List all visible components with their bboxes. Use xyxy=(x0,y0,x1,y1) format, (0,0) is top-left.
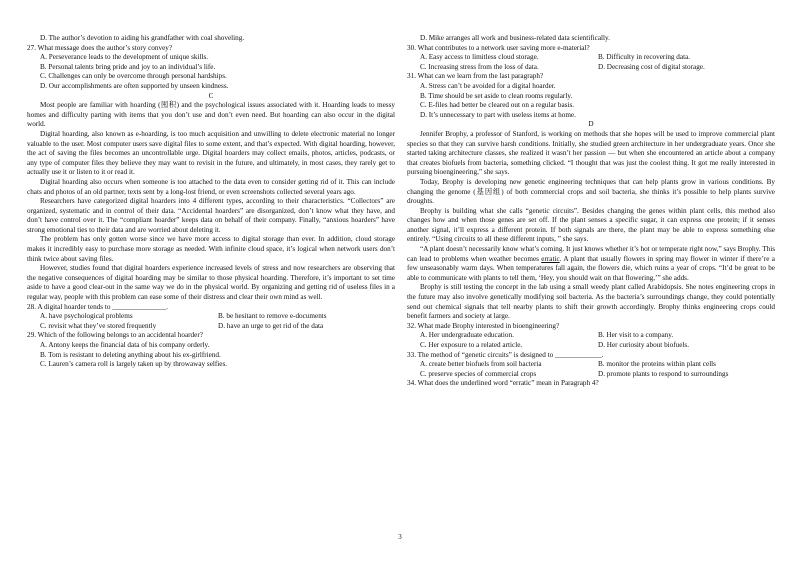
q31-option-a: A. Stress can’t be avoided for a digital hoarder. xyxy=(420,81,556,90)
passage-c-paragraph-6: However, studies found that digital hoarders experience increased levels of stress and now researchers are observing that the negative consequences of digital hoarding may be similar to those physical hoarding. Therefore, it’s important to set time aside to have a good clear-out in the same way we do in the physical world. By organizing and getting rid of useless files in a regular way, people with this problem can ease some of their distress and clear their own mind as well. xyxy=(27,264,395,302)
q28-option-d: D. have an urge to get rid of the data xyxy=(218,321,324,330)
right-column xyxy=(407,34,775,389)
q32-option-b: B. Her visit to a company. xyxy=(598,331,674,340)
q32-option-c: C. Her exposure to a related article. xyxy=(420,341,523,349)
q32-option-d: D. Her curiosity about biofuels. xyxy=(598,341,690,349)
q28-option-b: B. be hesitant to remove e-documents xyxy=(218,312,327,321)
paragraph-4-text-after: . A plant that usually flowers in spring may flower in winter if there’re a few unseasonably warm days. When temperatures fall again, the flowers die, which ruins a year of crops. “It’d be great to be able to communicate with plants to tell them, ‘Hey, you should wait on that flowering,’” she adds. xyxy=(407,254,775,282)
page-number: 3 xyxy=(398,533,402,541)
q30-option-c: C. Increasing stress from the loss of data. xyxy=(420,62,539,71)
q27-stem: 27. What message does the author’s story convey? xyxy=(27,43,173,52)
q29-option-c: C. Lauren’s camera roll is largely taken up by throwaway selfies. xyxy=(40,360,228,369)
q28-options-row-2 xyxy=(27,322,395,332)
q29-option-d: D. Mike arranges all work and business-related data scientifically. xyxy=(420,34,610,42)
passage-d-paragraph-2: Today, Brophy is developing new genetic engineering techniques that can help plants grow in various conditions. By changing the genome (基因组) of both commercial crops and soil bacteria, she thinks it’s possible to help plants survive droughts. xyxy=(407,177,775,206)
passage-c-paragraph-4: Researchers have categorized digital hoarders into 4 different types, according to their characteristics. “Collectors” are organized, systematic and in control of their data. “Accidental hoarders” are disorganized, don’t know what they have, and don’t have control over it. The “compliant hoarder” keeps data on behalf of their company. Finally, “anxious hoarders” have strong emotional ties to their data and are worried about deleting it. xyxy=(27,197,395,234)
q30-option-b: B. Difficulty in recovering data. xyxy=(598,53,691,62)
paragraph-4-text-before: “A plant doesn’t necessarily know what’s coming. It just knows whether it’s hot or temperate right now,” says Brophy. This can lead to problems when weather becomes xyxy=(407,245,775,263)
q30-stem: 30. What contributes to a network user saving more e-material? xyxy=(407,43,590,52)
q29-stem: 29. Which of the following belongs to an accidental hoarder? xyxy=(27,331,203,340)
q33-option-c: C. preserve species of commercial crops xyxy=(420,369,537,378)
q33-options-row-2 xyxy=(407,370,775,380)
q32-options-row-1 xyxy=(407,331,775,341)
q27-option-c: C. Challenges can only be overcome through personal hardships. xyxy=(40,72,227,81)
q31-option-d: D. It’s unnecessary to part with useless items at home. xyxy=(420,110,576,119)
passage-d-paragraph-1: Jennifer Brophy, a professor of Stanford, is working on methods that she hopes will be used to improve commercial plant species so that they can survive harsh conditions. Initially, she studied green architecture in her undergraduate years. Once she started taking architecture classes, she realized it wasn’t her passion — but when she encountered an article about a company that creates biofuels from bacteria, something clicked. “I thought that was just the coolest thing. It got me really interested in pursuing bioengineering,” she says. xyxy=(407,129,775,177)
underlined-word-erratic: erratic xyxy=(541,254,560,263)
q26-option-d: D. The author’s devotion to aiding his grandfather with coal shoveling. xyxy=(40,34,245,42)
q31-option-c: C. E-files had better be cleared out on a regular basis. xyxy=(420,101,575,110)
passage-c-paragraph-3: Digital hoarding also occurs when someone is too attached to the data even to consider getting rid of it. This can include chats and photos of an old partner, texts sent by a long-lost friend, or even screenshots collected several years ago. xyxy=(27,177,395,196)
q33-option-b: B. monitor the proteins within plant cells xyxy=(598,360,716,369)
q31-option-b: B. Time should be set aside to clean rooms regularly. xyxy=(420,91,573,100)
passage-d-paragraph-3: Brophy is building what she calls “genetic circuits”. Besides changing the genes within plant cells, this method also changes how and when those genes are set off. If the plant senses a specific sugar, it can express one protein; if it senses another signal, it’ll express a different protein. If both signals are there, the plant may be able to express something else entirely. “Using circuits to all these different inputs, ” she says. xyxy=(407,206,775,244)
section-c-heading: C xyxy=(208,91,214,100)
q33-options-row-1 xyxy=(407,360,775,370)
q28-option-c: C. revisit what they’ve stored frequently xyxy=(40,321,157,330)
q33-stem: 33. The method of “genetic circuits” is designed to _____________. xyxy=(407,350,604,359)
passage-d-paragraph-5: Brophy is still testing the concept in the lab using a small weedy plant called Arabidopsis. She notes engineering crops in the future may also involve genetically modifying soil bacteria. As the bacteria’s surroundings change, they could potentially send out chemical signals that tell nearby plants to shift their growth accordingly. Brophy thinks engineering crops could benefit farmers and society at large. xyxy=(407,283,775,321)
q29-option-b: B. Tom is resistant to deleting anything about his ex-girlfriend. xyxy=(40,350,221,359)
q33-option-d: D. promote plants to respond to surroundings xyxy=(598,369,729,378)
q27-option-a: A. Perseverance leads to the development of unique skills. xyxy=(40,53,209,62)
q28-option-a: A. have psychological problems xyxy=(40,312,133,321)
q29-option-a: A. Antony keeps the financial data of his company orderly. xyxy=(40,341,210,349)
q33-option-a: A. create better biofuels from soil bacteria xyxy=(420,360,542,369)
q30-option-a: A. Easy access to limitless cloud storage. xyxy=(420,53,539,62)
q32-option-a: A. Her undergraduate education. xyxy=(420,331,514,340)
section-d-heading: D xyxy=(588,120,594,129)
q27-option-b: B. Personal talents bring pride and joy to an individual’s life. xyxy=(40,62,216,71)
q34-stem: 34. What does the underlined word “erratic” mean in Paragraph 4? xyxy=(407,379,599,388)
q28-options-row-1 xyxy=(27,312,395,322)
q28-stem: 28. A digital hoarder tends to _______________. xyxy=(27,302,168,311)
left-column xyxy=(27,34,395,370)
passage-c-paragraph-1: Most people are familiar with hoarding (囤积) and the psychological issues associated with it. Hoarding leads to messy homes and difficulty parting with items that you don’t use and don’t even need. But hoarding can also occur in the digital world. xyxy=(27,101,395,129)
passage-c-paragraph-2: Digital hoarding, also known as e-hoarding, is too much acquisition and unwilling to delete electronic material no longer valuable to the user. Most computer users save digital files to some extent, and that’s expected. With digital hoarding, however, the act of saving the files becomes an uncontrollable urge. Digital hoarders may collect emails, photos, articles, podcasts, or any type of computer files they believe they may want to revisit in the future, and ultimately, in most cases, they rarely get to actually use it or listen to it or read it. xyxy=(27,129,395,177)
q32-stem: 32. What made Brophy interested in bioengineering? xyxy=(407,321,560,330)
passage-c-paragraph-5: The problem has only gotten worse since we have more access to digital storage than ever. In addition, cloud storage makes it incredibly easy to purchase more storage as needed. With infinite cloud space, it’s logical when network users don’t think twice about saving files. xyxy=(27,235,395,263)
q31-stem: 31. What can we learn from the last paragraph? xyxy=(407,72,544,81)
q30-options-row-1 xyxy=(407,53,775,63)
passage-d-paragraph-4 xyxy=(407,245,775,283)
q32-options-row-2 xyxy=(407,341,775,351)
q27-option-d: D. Our accomplishments are often supported by unseen kindness. xyxy=(40,81,229,90)
q30-options-row-2 xyxy=(407,63,775,73)
q30-option-d: D. Decreasing cost of digital storage. xyxy=(598,62,705,71)
